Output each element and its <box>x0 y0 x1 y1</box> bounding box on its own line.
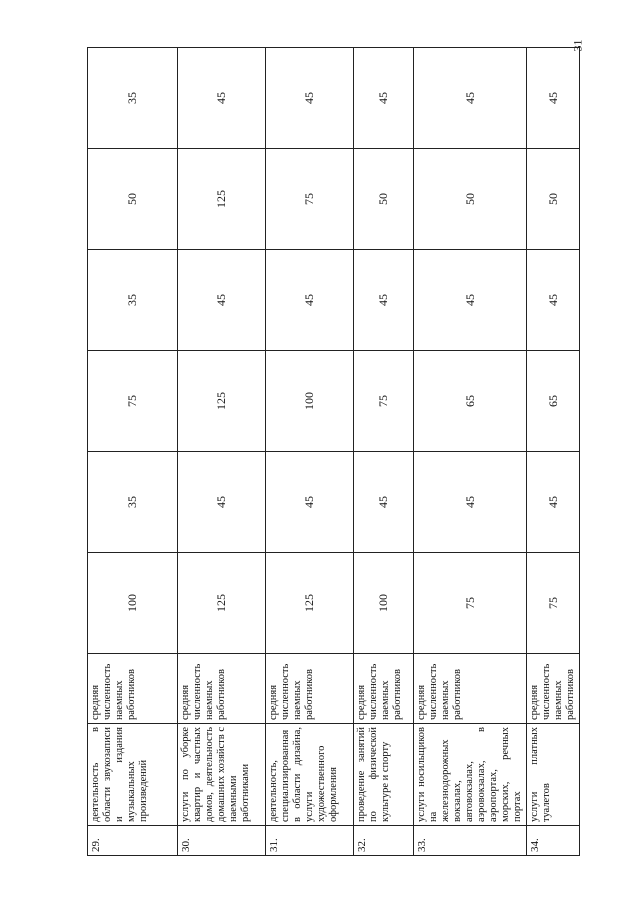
rotated-table-area <box>87 48 576 856</box>
value-cell: 45 <box>266 452 354 553</box>
indicator-name: средняя численность наемных работников <box>527 654 580 724</box>
table-row <box>354 48 414 856</box>
value-cell: 50 <box>354 149 414 250</box>
value-cell: 45 <box>527 452 580 553</box>
value-cell: 65 <box>414 351 527 452</box>
service-name: услуги платных туалетов <box>527 724 580 826</box>
service-name: деятельность, специализированная в области дизайна, услуги художественного оформления <box>266 724 354 826</box>
value-cell: 75 <box>527 553 580 654</box>
value-cell: 125 <box>178 553 266 654</box>
table-row <box>266 48 354 856</box>
value-cell: 125 <box>266 553 354 654</box>
value-cell: 50 <box>414 149 527 250</box>
value-cell: 125 <box>178 351 266 452</box>
value-cell: 75 <box>354 351 414 452</box>
value-cell: 65 <box>527 351 580 452</box>
table-container <box>87 48 576 856</box>
value-cell: 100 <box>88 553 178 654</box>
row-number: 29. <box>88 826 178 856</box>
value-cell: 45 <box>266 48 354 149</box>
value-cell: 45 <box>178 452 266 553</box>
row-number: 32. <box>354 826 414 856</box>
value-cell: 125 <box>178 149 266 250</box>
page-number: 31 <box>570 39 585 52</box>
tax-table <box>87 47 580 856</box>
value-cell: 45 <box>266 250 354 351</box>
value-cell: 35 <box>88 48 178 149</box>
value-cell: 45 <box>414 48 527 149</box>
indicator-name: средняя численность наемных работников <box>354 654 414 724</box>
indicator-name: средняя численность наемных работников <box>414 654 527 724</box>
value-cell: 45 <box>178 250 266 351</box>
service-name: деятельность в области звукозаписи и издания музыкальных произведений <box>88 724 178 826</box>
indicator-name: средняя численность наемных работников <box>88 654 178 724</box>
row-number: 31. <box>266 826 354 856</box>
value-cell: 75 <box>266 149 354 250</box>
value-cell: 35 <box>88 452 178 553</box>
indicator-name: средняя численность наемных работников <box>178 654 266 724</box>
table-row <box>414 48 527 856</box>
service-name: услуги носильщиков на железнодорожных вокзалах, автовокзалах, аэровокзалах, в аэропортах, морских, речных портах <box>414 724 527 826</box>
row-number: 30. <box>178 826 266 856</box>
value-cell: 75 <box>88 351 178 452</box>
value-cell: 45 <box>527 48 580 149</box>
table-row <box>527 48 580 856</box>
value-cell: 45 <box>354 452 414 553</box>
value-cell: 100 <box>266 351 354 452</box>
value-cell: 45 <box>354 250 414 351</box>
service-name: проведение занятий по физической культуре и спорту <box>354 724 414 826</box>
value-cell: 45 <box>414 452 527 553</box>
table-row <box>178 48 266 856</box>
value-cell: 45 <box>178 48 266 149</box>
row-number: 34. <box>527 826 580 856</box>
value-cell: 45 <box>414 250 527 351</box>
service-name: услуги по уборке квартир и частных домов, деятельность домашних хозяйств с наемными работниками <box>178 724 266 826</box>
row-number: 33. <box>414 826 527 856</box>
value-cell: 50 <box>527 149 580 250</box>
value-cell: 45 <box>354 48 414 149</box>
value-cell: 50 <box>88 149 178 250</box>
table-row <box>88 48 178 856</box>
value-cell: 75 <box>414 553 527 654</box>
table-body <box>88 48 580 856</box>
indicator-name: средняя численность наемных работников <box>266 654 354 724</box>
value-cell: 45 <box>527 250 580 351</box>
value-cell: 35 <box>88 250 178 351</box>
value-cell: 100 <box>354 553 414 654</box>
